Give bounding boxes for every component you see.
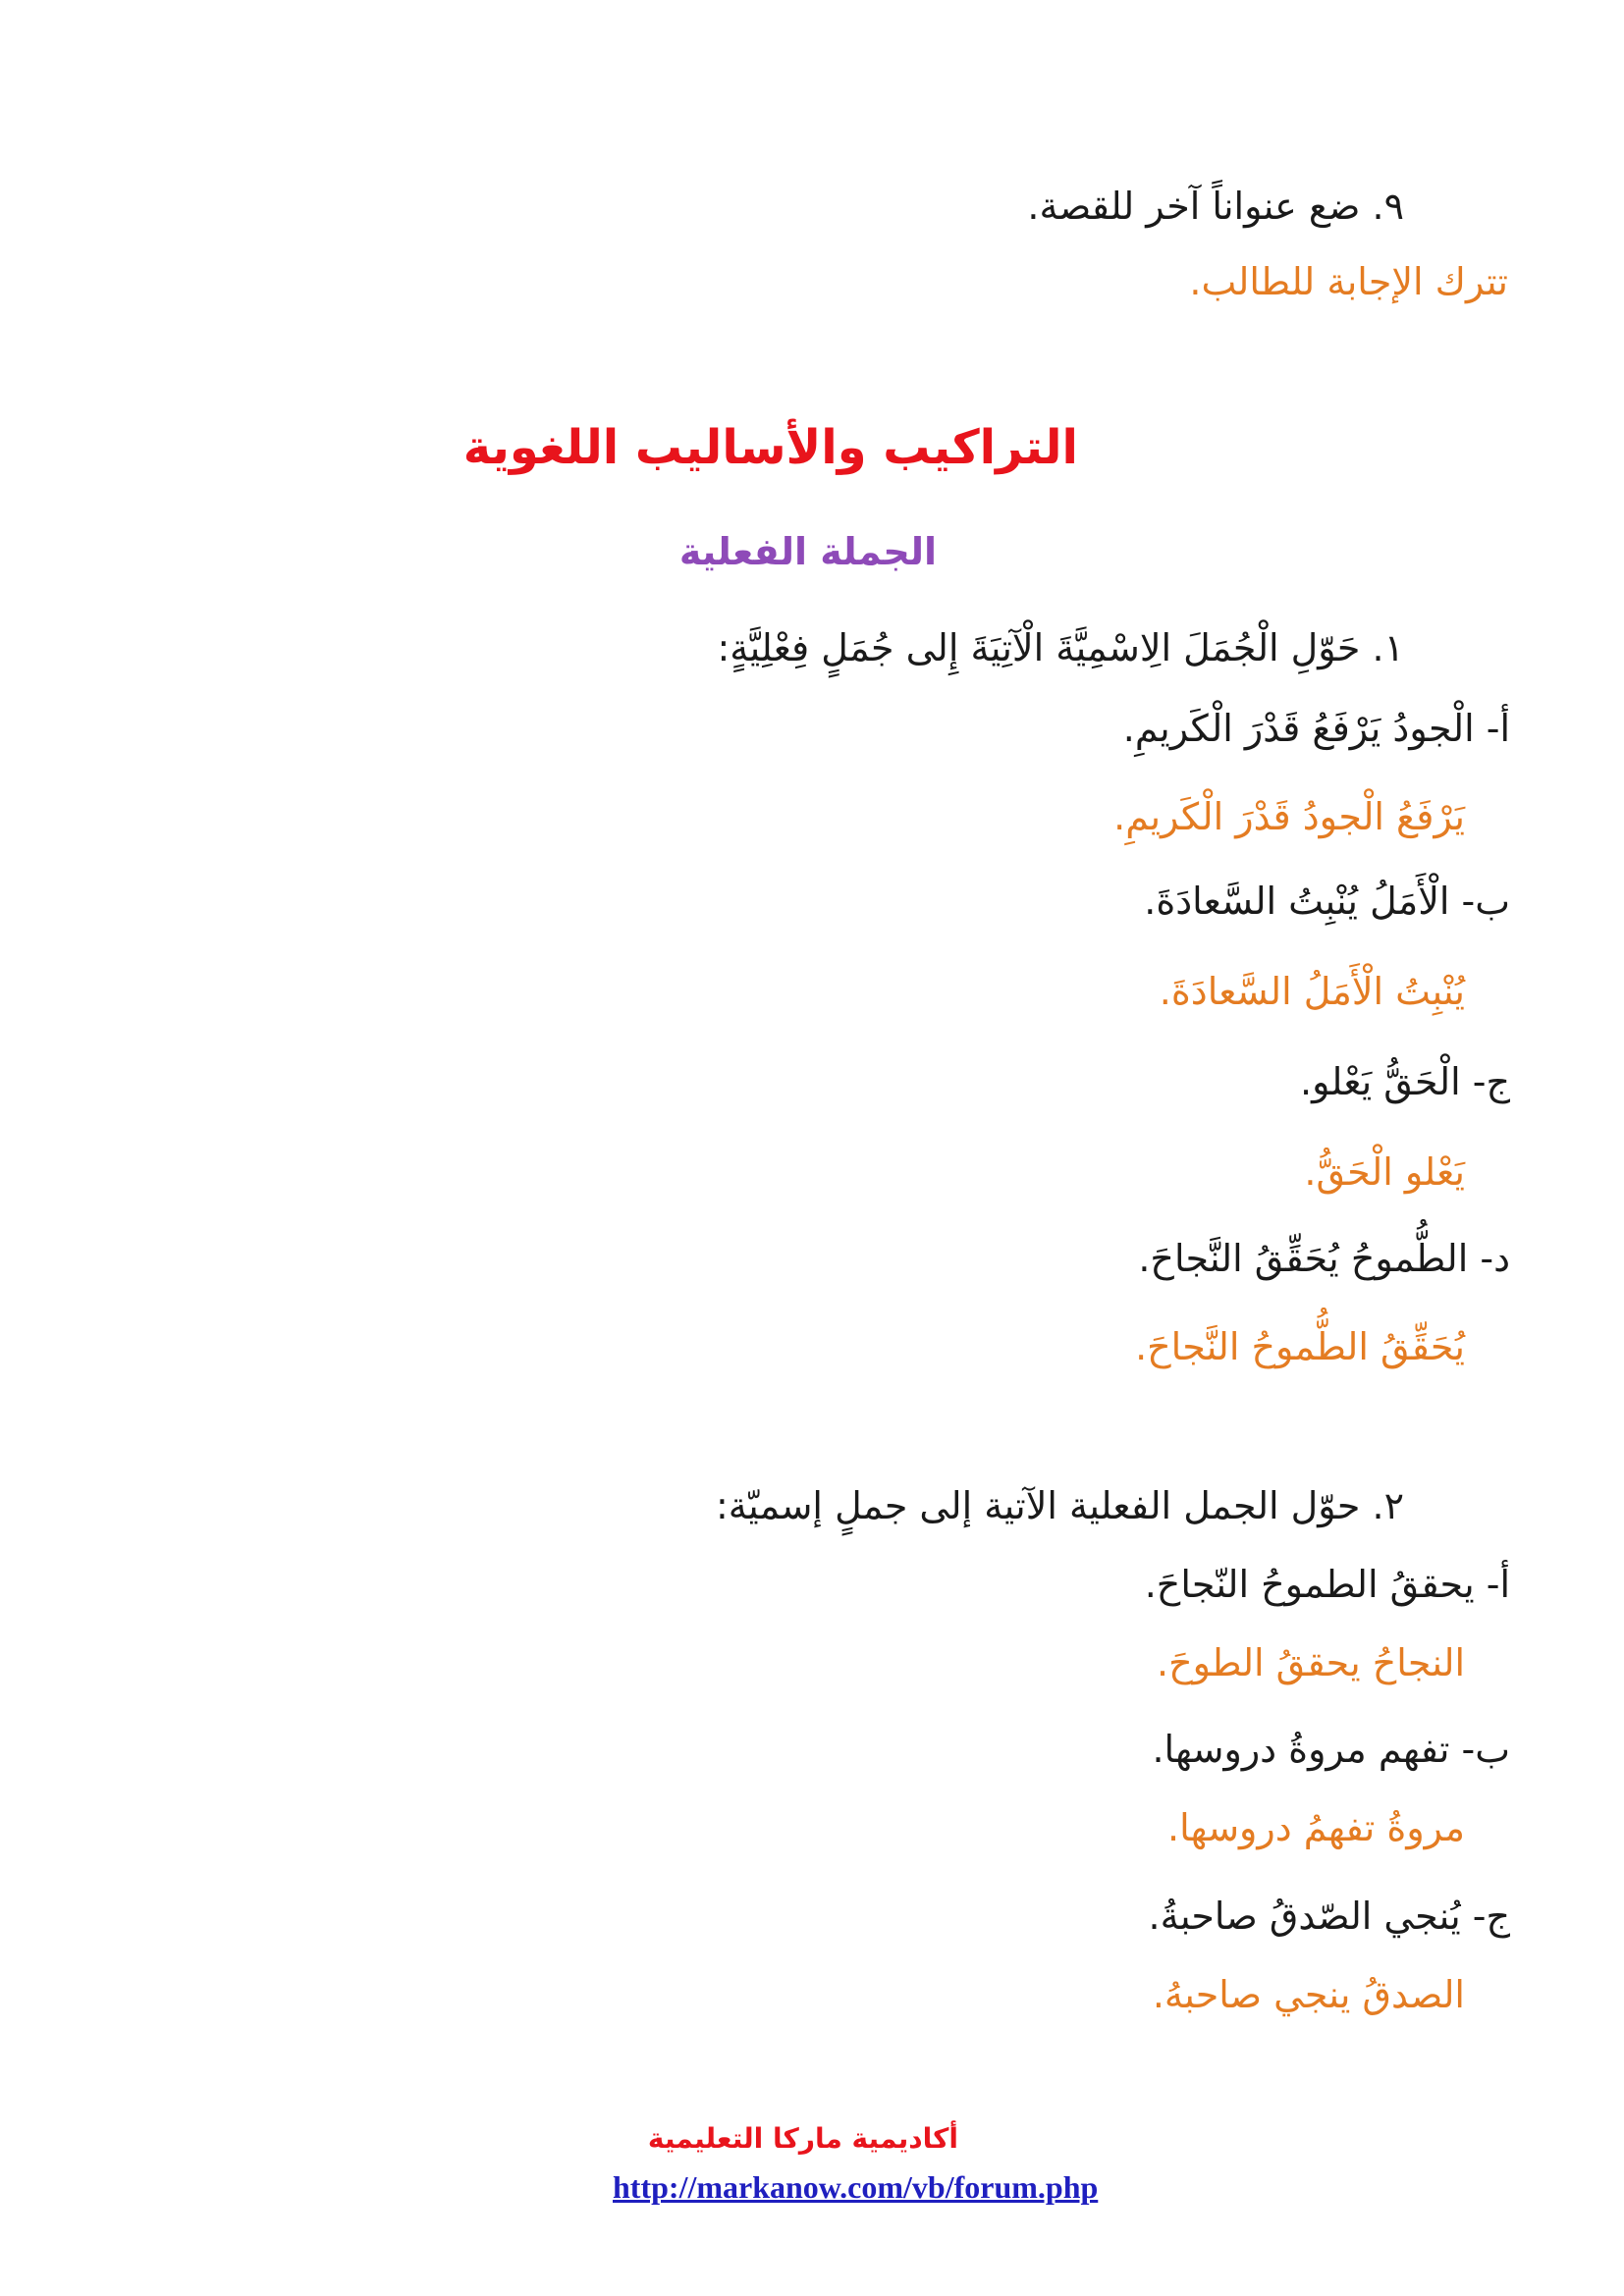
exercise-1-item-c: ج- الْحَقُّ يَعْلو.: [1300, 1060, 1510, 1103]
footer-forum-link[interactable]: http://markanow.com/vb/forum.php: [613, 2169, 1099, 2205]
exercise-1-item-a: أ- الْجودُ يَرْفَعُ قَدْرَ الْكَريمِ.: [1122, 707, 1510, 750]
question-9: ٩. ضع عنواناً آخر للقصة.: [1027, 185, 1404, 228]
exercise-2-answer-a: النجاحُ يحققُ الطوحَ.: [1157, 1641, 1465, 1684]
exercise-1-prompt: ١. حَوّلِ الْجُمَلَ الِاسْمِيَّةَ الْآتِيَةَ إِلى جُمَلٍ فِعْلِيَّةٍ:: [717, 626, 1404, 669]
exercise-2-item-a: أ- يحققُ الطموحُ النّجاحَ.: [1144, 1563, 1510, 1606]
exercise-1-answer-d: يُحَقِّقُ الطُّموحُ النَّجاحَ.: [1135, 1325, 1465, 1368]
exercise-2-prompt: ٢. حوّل الجمل الفعلية الآتية إلى جملٍ إسميّة:: [715, 1484, 1404, 1527]
subsection-title: الجملة الفعلية: [678, 530, 937, 573]
exercise-1-answer-a: يَرْفَعُ الْجودُ قَدْرَ الْكَريمِ.: [1113, 795, 1465, 838]
answer-9: تترك الإجابة للطالب.: [1189, 260, 1508, 303]
exercise-2-item-b: ب- تفهم مروةُ دروسها.: [1152, 1728, 1510, 1771]
exercise-1-item-d: د- الطُّموحُ يُحَقِّقُ النَّجاحَ.: [1138, 1237, 1510, 1280]
footer-academy-name: أكاديمية ماركا التعليمية: [647, 2122, 958, 2155]
section-title: التراكيب والأساليب اللغوية: [462, 420, 1078, 475]
exercise-1-answer-b: يُنْبِتُ الْأَمَلُ السَّعادَةَ.: [1159, 970, 1465, 1013]
exercise-1-answer-c: يَعْلو الْحَقُّ.: [1304, 1150, 1465, 1194]
exercise-2-item-c: ج- يُنجي الصّدقُ صاحبةُ.: [1148, 1895, 1510, 1938]
exercise-1-item-b: ب- الْأَمَلُ يُنْبِتُ السَّعادَةَ.: [1144, 880, 1510, 923]
exercise-2-answer-c: الصدقُ ينجي صاحبهُ.: [1152, 1973, 1465, 2016]
exercise-2-answer-b: مروةُ تفهمُ دروسها.: [1167, 1806, 1465, 1849]
